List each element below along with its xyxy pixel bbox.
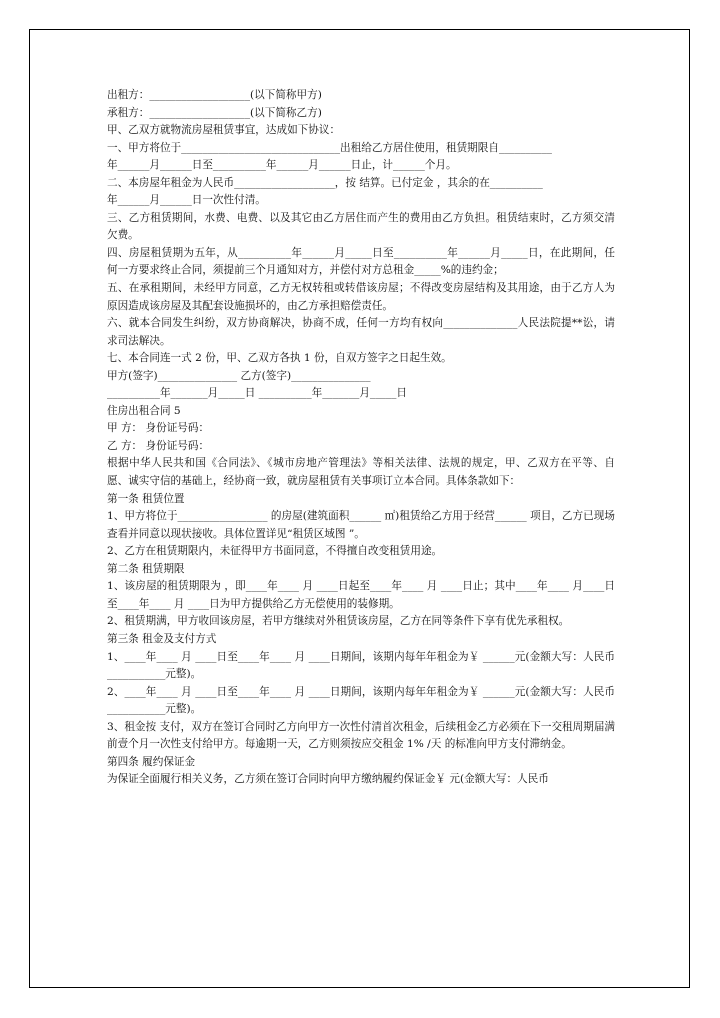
text-line: 根据中华人民共和国《合同法》、《城市房地产管理法》等相关法律、法规的规定，甲、乙双方在平等、自愿、诚实守信的基础上，经协商一致，就房屋租赁有关事项订立本合同。具体条款如下： xyxy=(107,457,615,488)
article-heading: 第三条 租金及支付方式 xyxy=(107,632,217,645)
article-heading: 第二条 租赁期限 xyxy=(107,562,185,575)
text-line: 3、租金按 支付，双方在签订合同时乙方向甲方一次性付清首次租金，后续租金乙方必须在下一交租周期届满前壹个月一次性支付给甲方。每逾期一天，乙方则须按应交租金 1% /天 的标准向甲方支付滞纳金。 xyxy=(107,720,616,751)
contract-text xyxy=(107,87,619,789)
text-line: 1、甲方将位于_________________ 的房屋(建筑面积______ ㎡)租赁给乙方用于经营______ 项目，乙方已现场查看并同意以现状接收。具体位置详见“租赁区域图 ”。 xyxy=(107,510,615,540)
text-line: 年______月______日至__________年______月______日止，计______个月。 xyxy=(107,159,457,172)
text-line: 七、本合同连一式 2 份，甲、乙双方各执 1 份，自双方签字之日起生效。 xyxy=(107,352,452,365)
text-line: 承租方：___________________(以下简称乙方) xyxy=(107,106,322,119)
text-line: 五、在承租期间，未经甲方同意，乙方无权转租或转借该房屋；不得改变房屋结构及其用途，由于乙方人为原因造成该房屋及其配套设施损坏的，由乙方承担赔偿责任。 xyxy=(107,282,615,312)
text-line: 六、就本合同发生纠纷，双方协商解决，协商不成，任何一方均有权向______________人民法院提**讼，请求司法解决。 xyxy=(107,317,615,347)
date-line: __________年_______月_____日 __________年_______月_____日 xyxy=(107,387,407,400)
text-line: 二、本房屋年租金为人民币___________________，按 结算。已付定金 ，其余的在__________ xyxy=(107,176,543,189)
section-title: 住房出租合同 5 xyxy=(107,404,181,417)
text-line: 为保证全面履行相关义务，乙方须在签订合同时向甲方缴纳履约保证金￥ 元(金额大写：人民币 xyxy=(107,773,549,786)
party-b-line: 乙 方： 身份证号码： xyxy=(107,439,210,452)
text-line: 年______月______日一次性付清。 xyxy=(107,194,266,207)
text-line: 2、乙方在租赁期限内，未征得甲方书面同意，不得擅自改变租赁用途。 xyxy=(107,545,443,558)
text-line: 2、____年____ 月 ____日至____年____ 月 ____日期间，该期内每年年租金为￥ ______元(金额大写：人民币 ___________元整)。 xyxy=(107,685,619,716)
text-line: 四、房屋租赁期为五年，从__________年______月_____日至__________年______月_____日，在此期间，任何一方要求终止合同，须提前三个月通知对方，并偿付对方总租金_____%的违约金； xyxy=(107,246,615,277)
text-line: 1、____年____ 月 ____日至____年____ 月 ____日期间，该期内每年年租金为￥ ______元(金额大写：人民币 ___________元整)。 xyxy=(107,650,619,681)
text-line: 2、租赁期满，甲方收回该房屋，若甲方继续对外租赁该房屋，乙方在同等条件下享有优先承租权。 xyxy=(107,615,570,628)
article-heading: 第四条 履约保证金 xyxy=(107,755,196,768)
text-line: 出租方：___________________(以下简称甲方) xyxy=(107,89,322,101)
party-a-line: 甲 方： 身份证号码： xyxy=(107,422,210,435)
signature-line: 甲方(签字)_______________ 乙方(签字)_______________ xyxy=(107,369,371,382)
text-line: 甲、乙双方就物流房屋租赁事宜，达成如下协议： xyxy=(107,124,341,137)
text-line: 一、甲方将位于______________________________出租给乙方居住使用，租赁期限自__________ xyxy=(107,141,552,154)
text-line: 三、乙方租赁期间，水费、电费、以及其它由乙方居住而产生的费用由乙方负担。租赁结束时，乙方须交清欠费。 xyxy=(107,211,615,242)
article-heading: 第一条 租赁位置 xyxy=(107,492,185,505)
text-line: 1、该房屋的租赁期限为 ，即____年____ 月 ____日起至____年____ 月 ____日止；其中____年____ 月____日至____年____ 月 ____日为甲方提供给乙方无偿使用的装修期。 xyxy=(107,580,615,610)
